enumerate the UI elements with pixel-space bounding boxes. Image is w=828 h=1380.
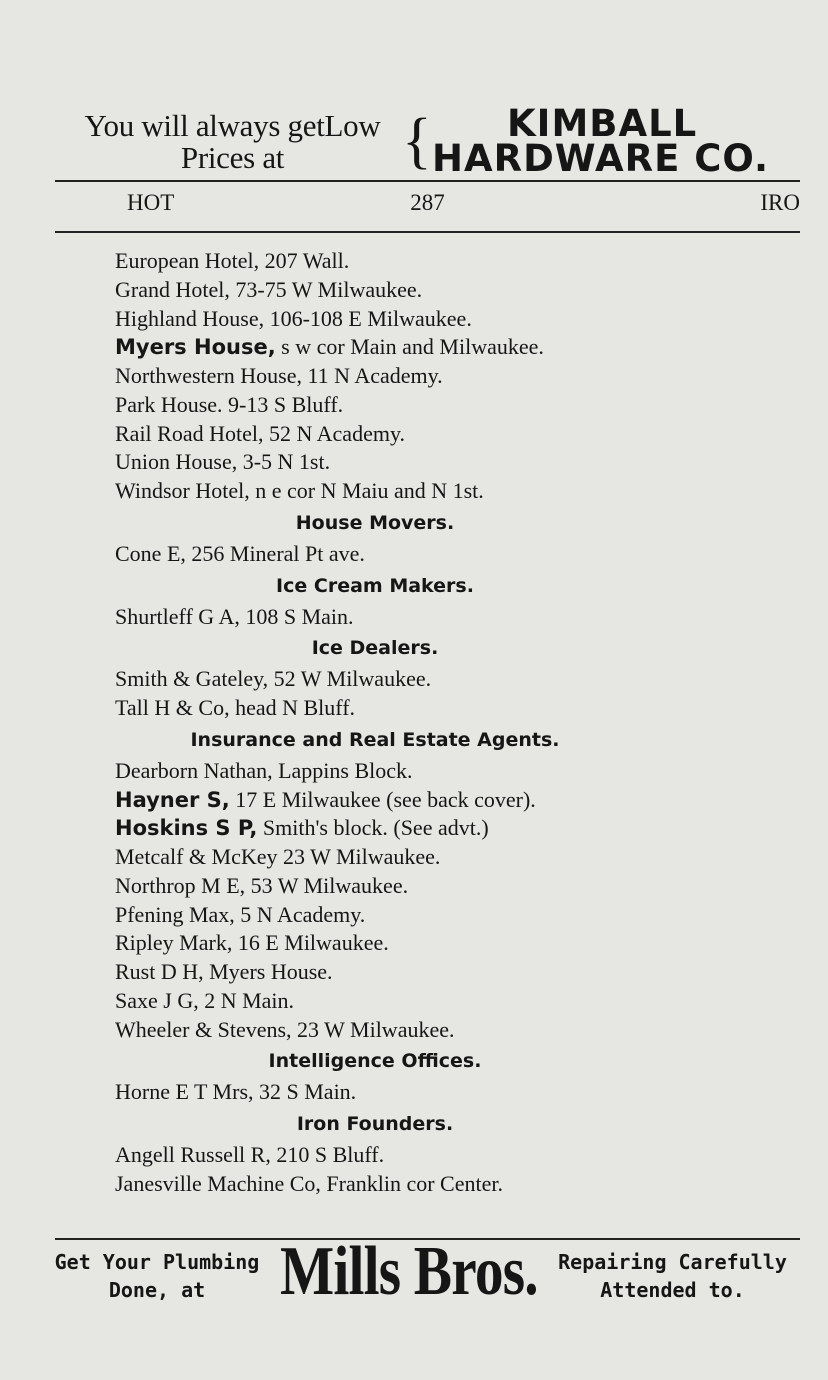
entry-text: Saxe J G, 2 N Main. xyxy=(115,987,295,1013)
directory-entry xyxy=(115,786,635,815)
header-top-rule xyxy=(55,180,800,182)
entry-text: Highland House, 106-108 E Milwaukee. xyxy=(115,305,472,331)
entry-text: Metcalf & McKey 23 W Milwaukee. xyxy=(115,844,441,869)
entry-text: s w cor Main and Milwaukee. xyxy=(275,334,544,360)
entry-bold-name: Myers House, xyxy=(115,335,276,360)
entry-text: Pfening Max, 5 N Academy. xyxy=(115,901,366,927)
entry-text: Windsor Hotel, n e cor N Maiu and N 1st. xyxy=(115,478,484,503)
category-heading: Ice Cream Makers. xyxy=(276,574,474,597)
entry-text: Grand Hotel, 73-75 W Milwaukee. xyxy=(115,276,423,302)
entry-bold-name: Hoskins S P, xyxy=(115,816,258,841)
category-heading: Intelligence Offices. xyxy=(268,1050,482,1073)
top-ad-slogan-line2: Prices at xyxy=(180,140,285,175)
header-right-guide-word: IRO xyxy=(760,190,800,215)
top-ad-brace: { xyxy=(402,107,432,175)
entry-bold-name: Hayner S, xyxy=(115,787,230,812)
directory-entry xyxy=(115,665,635,694)
category-heading: Insurance and Real Estate Agents. xyxy=(190,728,560,751)
directory-entry xyxy=(115,477,635,506)
category-heading: House Movers. xyxy=(295,511,455,534)
directory-entry xyxy=(115,603,635,632)
entry-text: Horne E T Mrs, 32 S Main. xyxy=(115,1079,357,1105)
bottom-ad-left-line2: Done, at xyxy=(108,1278,206,1302)
entry-text: Tall H & Co, head N Bluff. xyxy=(115,695,356,720)
directory-entry xyxy=(115,901,635,930)
directory-entry xyxy=(115,929,635,958)
directory-entry xyxy=(115,448,635,477)
directory-entry xyxy=(115,694,635,723)
top-ad-slogan xyxy=(60,110,405,174)
directory-entry xyxy=(115,843,635,872)
entry-text: Shurtleff G A, 108 S Main. xyxy=(115,603,354,629)
bottom-ad-company: Mills Bros. xyxy=(280,1233,538,1310)
category-heading: Iron Founders. xyxy=(296,1113,454,1135)
entry-text: Dearborn Nathan, Lappins Block. xyxy=(115,757,413,783)
entry-text: Janesville Machine Co, Franklin cor Center. xyxy=(115,1170,503,1196)
page-number: 287 xyxy=(410,190,445,215)
entry-text: Rust D H, Myers House. xyxy=(115,959,333,984)
directory-entry xyxy=(115,872,635,901)
top-ad-company xyxy=(432,102,802,180)
directory-entry xyxy=(115,1141,635,1170)
directory-entry xyxy=(115,1078,635,1107)
top-ad-company-line2: HARDWARE CO. xyxy=(432,137,770,180)
header-left-guide-word: HOT xyxy=(127,190,175,215)
directory-entry xyxy=(115,305,635,334)
entry-text: Ripley Mark, 16 E Milwaukee. xyxy=(115,930,389,956)
directory-entry xyxy=(115,333,635,362)
entry-text: Smith's block. (See advt.) xyxy=(257,815,489,841)
bottom-ad-right-line1: Repairing Carefully xyxy=(558,1250,787,1274)
entry-text: European Hotel, 207 Wall. xyxy=(115,248,350,273)
bottom-ad-right xyxy=(555,1248,790,1304)
entry-text: 17 E Milwaukee (see back cover). xyxy=(229,786,536,812)
directory-entry xyxy=(115,391,635,420)
entry-text: Rail Road Hotel, 52 N Academy. xyxy=(115,420,406,446)
directory-entry xyxy=(115,362,635,391)
directory-entry xyxy=(115,1170,635,1199)
bottom-ad-right-line2: Attended to. xyxy=(600,1278,745,1302)
running-header xyxy=(55,190,800,220)
directory-entry xyxy=(115,540,635,569)
directory-entry xyxy=(115,1016,635,1045)
top-ad-company-line1: KIMBALL xyxy=(507,102,698,145)
directory-entry xyxy=(115,958,635,987)
directory-entry xyxy=(115,420,635,449)
entry-text: Northwestern House, 11 N Academy. xyxy=(115,363,443,388)
category-heading: Ice Dealers. xyxy=(311,637,439,660)
directory-entry xyxy=(115,757,635,786)
entry-text: Park House. 9-13 S Bluff. xyxy=(115,391,344,417)
entry-text: Cone E, 256 Mineral Pt ave. xyxy=(115,540,365,566)
directory-entry xyxy=(115,276,635,305)
directory-entry xyxy=(115,987,635,1016)
directory-listing xyxy=(115,247,635,1199)
bottom-ad-left xyxy=(42,1248,272,1304)
top-ad-slogan-line1: You will always getLow xyxy=(84,108,381,143)
entry-text: Angell Russell R, 210 S Bluff. xyxy=(115,1142,385,1167)
directory-entry xyxy=(115,247,635,276)
entry-text: Union House, 3-5 N 1st. xyxy=(115,449,331,475)
header-bottom-rule xyxy=(55,231,800,233)
bottom-ad-left-line1: Get Your Plumbing xyxy=(54,1250,260,1274)
directory-entry xyxy=(115,814,635,843)
entry-text: Wheeler & Stevens, 23 W Milwaukee. xyxy=(115,1016,455,1042)
entry-text: Smith & Gateley, 52 W Milwaukee. xyxy=(115,666,432,692)
entry-text: Northrop M E, 53 W Milwaukee. xyxy=(115,872,409,898)
